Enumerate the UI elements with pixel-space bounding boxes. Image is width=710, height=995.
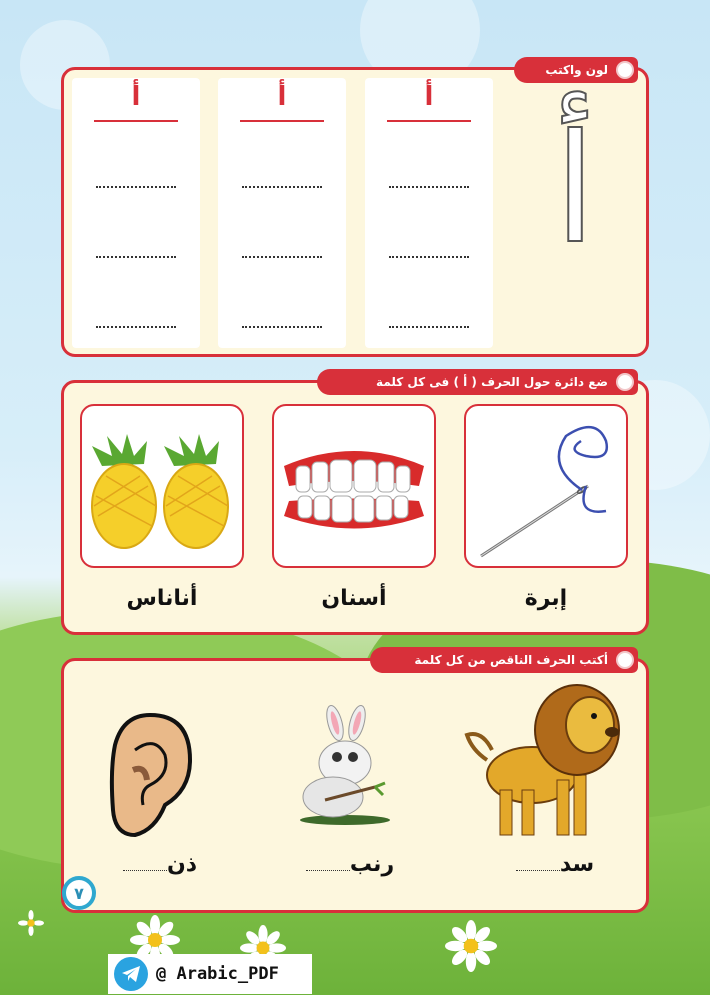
word-text: سد [559, 852, 595, 877]
dotted-line[interactable] [389, 256, 469, 258]
baseline [240, 120, 324, 122]
page-number-badge [62, 876, 96, 910]
section-title-text: أكتب الحرف الناقص من كل كلمة [414, 653, 608, 667]
missing-letter-word[interactable] [300, 852, 400, 877]
card-word[interactable]: أسنان [321, 586, 387, 611]
blank-line[interactable] [306, 870, 350, 871]
needle-icon [466, 406, 626, 566]
word-text: رنب [349, 852, 395, 877]
column-letter: أ [424, 82, 434, 112]
dotted-line[interactable] [242, 326, 322, 328]
model-letter-outline[interactable]: أ [554, 103, 596, 277]
dotted-line[interactable] [389, 186, 469, 188]
baseline [387, 120, 471, 122]
writing-column[interactable] [218, 78, 346, 348]
rabbit-icon [295, 705, 395, 825]
section-title-missing [370, 647, 638, 673]
telegram-watermark[interactable] [108, 954, 312, 994]
daisy-icon [445, 920, 497, 972]
dotted-line[interactable] [389, 326, 469, 328]
missing-letter-word[interactable] [505, 852, 605, 877]
card-word[interactable]: أناناس [126, 586, 198, 611]
dotted-line[interactable] [96, 186, 176, 188]
dotted-line[interactable] [96, 326, 176, 328]
pineapple-icon [82, 406, 242, 566]
page-number: ٧ [74, 883, 84, 903]
writing-column[interactable] [365, 78, 493, 348]
missing-letter-word[interactable] [110, 852, 210, 877]
telegram-icon [114, 957, 148, 991]
dotted-line[interactable] [242, 256, 322, 258]
writing-column[interactable] [72, 78, 200, 348]
lion-icon [462, 680, 632, 840]
baseline [94, 120, 178, 122]
picture-card[interactable] [272, 404, 436, 568]
section-title-text: ضع دائرة حول الحرف ( أ ) فى كل كلمة [376, 375, 608, 389]
section-title-trace [514, 57, 638, 83]
bullet-icon [616, 651, 634, 669]
column-letter: أ [131, 82, 141, 112]
picture-card[interactable] [464, 404, 628, 568]
picture-card[interactable] [80, 404, 244, 568]
column-letter: أ [277, 82, 287, 112]
section-title-circle [317, 369, 638, 395]
word-text: ذن [166, 852, 198, 877]
card-word[interactable]: إبرة [524, 586, 568, 611]
blank-line[interactable] [516, 870, 560, 871]
blank-line[interactable] [123, 870, 167, 871]
dotted-line[interactable] [96, 256, 176, 258]
ear-icon [105, 710, 195, 840]
watermark-handle: @ Arabic_PDF [156, 964, 279, 984]
teeth-icon [274, 406, 434, 566]
section-title-text: لون واكتب [545, 63, 608, 77]
bullet-icon [616, 61, 634, 79]
daisy-icon [18, 910, 44, 936]
bullet-icon [616, 373, 634, 391]
dotted-line[interactable] [242, 186, 322, 188]
